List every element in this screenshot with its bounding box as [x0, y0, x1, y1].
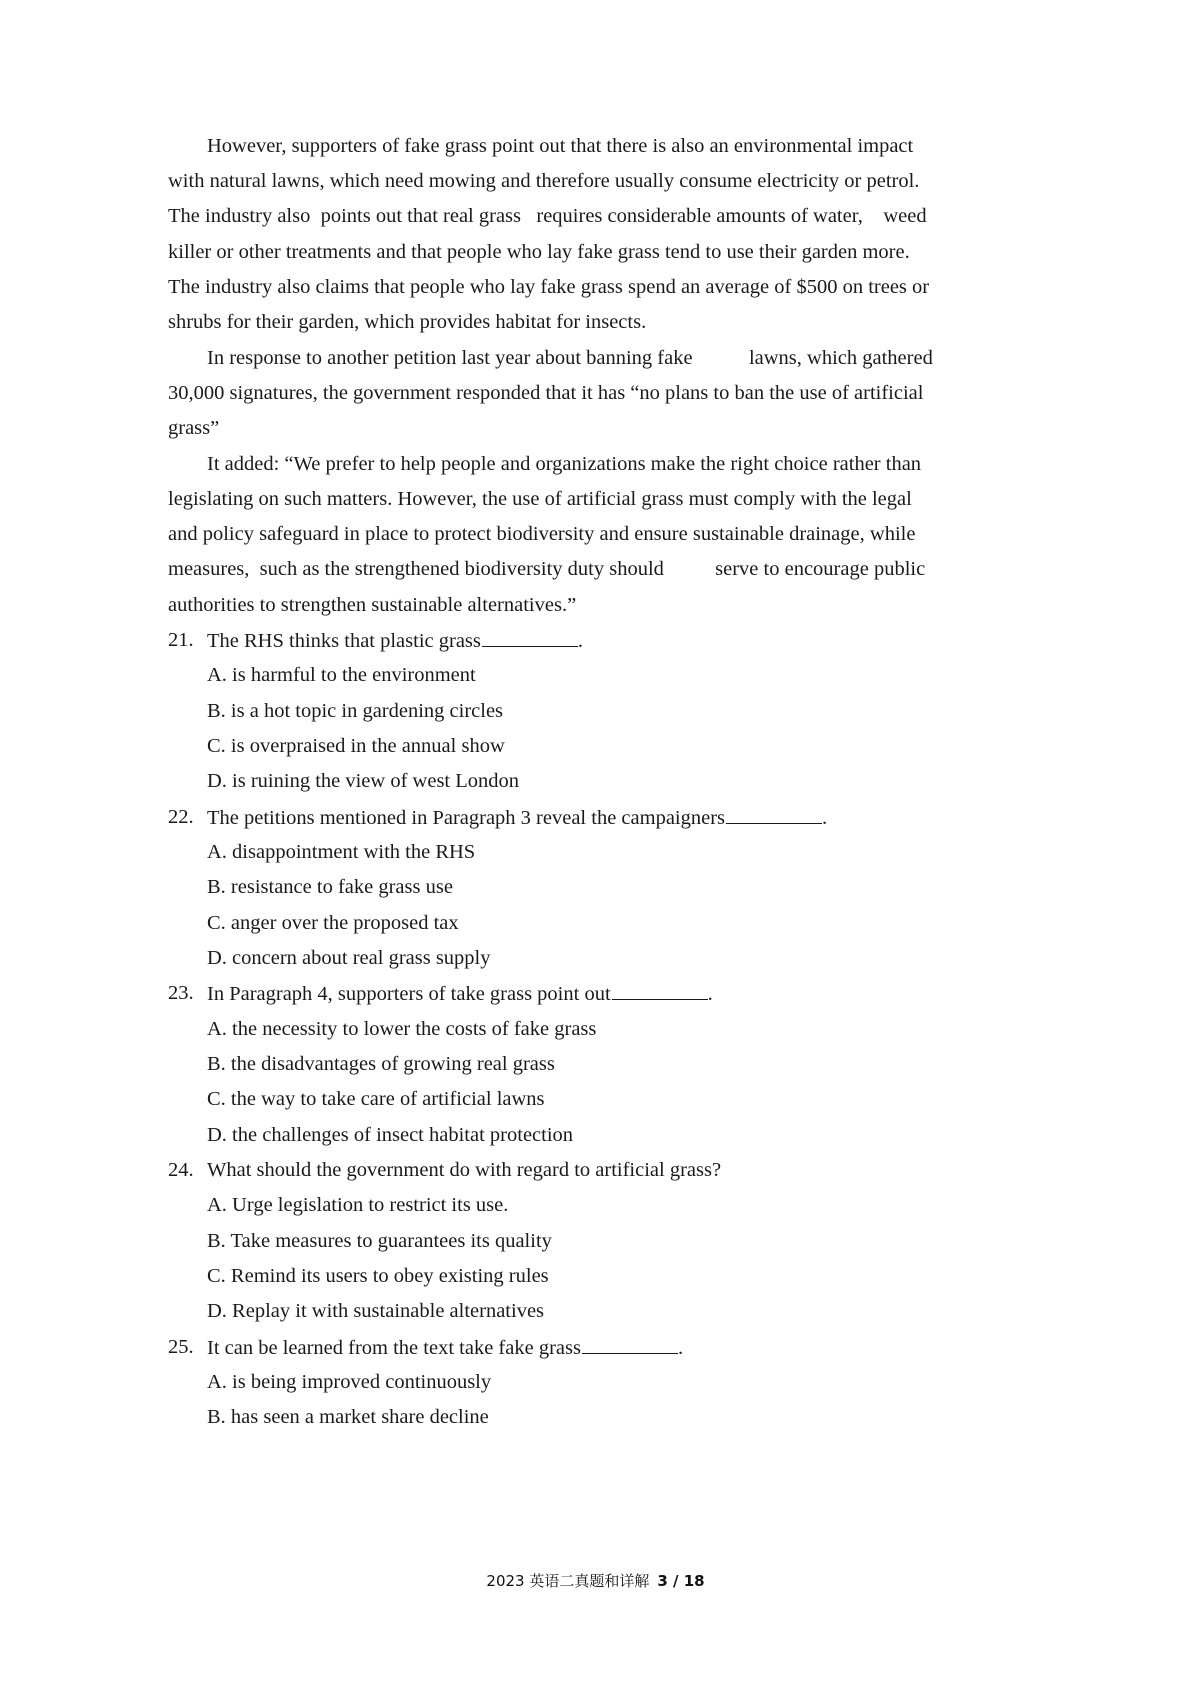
text-line: In response to another petition last year about banning fake lawns, which gathered — [207, 347, 933, 369]
text-line: shrubs for their garden, which provides habitat for insects. — [168, 311, 647, 333]
text-line: legislating on such matters. However, the use of artificial grass must comply with the legal — [168, 488, 912, 510]
option-d: D. is ruining the view of west London — [207, 770, 520, 792]
question-stem: In Paragraph 4, supporters of take grass point out . — [207, 983, 713, 1005]
document-title: 2023 英语二真题和详解 — [486, 1572, 650, 1590]
option-b: B. resistance to fake grass use — [207, 876, 453, 898]
text-line: The industry also points out that real grass requires considerable amounts of water, weed — [168, 205, 927, 227]
option-b: B. the disadvantages of growing real grass — [207, 1053, 555, 1075]
text-line: 30,000 signatures, the government responded that it has “no plans to ban the use of artificial — [168, 382, 924, 404]
question-stem: What should the government do with regard to artificial grass? — [207, 1159, 722, 1181]
question-stem: The petitions mentioned in Paragraph 3 reveal the campaigners . — [207, 807, 828, 829]
option-b: B. is a hot topic in gardening circles — [207, 700, 504, 722]
text-line: However, supporters of fake grass point out that there is also an environmental impact — [207, 135, 914, 157]
text-line: The industry also claims that people who lay fake grass spend an average of $500 on trees or — [168, 276, 930, 298]
text-line: grass” — [168, 417, 220, 439]
question-number: 23. — [168, 982, 194, 1004]
question-number: 22. — [168, 806, 194, 828]
text-line: and policy safeguard in place to protect biodiversity and ensure sustainable drainage, while — [168, 523, 916, 545]
text-line: measures, such as the strengthened biodiversity duty should serve to encourage public — [168, 558, 926, 580]
question-number: 25. — [168, 1336, 194, 1358]
answer-blank — [482, 628, 578, 647]
answer-blank — [582, 1335, 678, 1354]
question-number: 24. — [168, 1159, 194, 1181]
option-c: C. the way to take care of artificial lawns — [207, 1088, 545, 1110]
answer-blank — [612, 981, 708, 1000]
text-line: with natural lawns, which need mowing and therefore usually consume electricity or petrol. — [168, 170, 920, 192]
question-stem: The RHS thinks that plastic grass . — [207, 630, 584, 652]
option-d: D. Replay it with sustainable alternatives — [207, 1300, 545, 1322]
option-a: A. the necessity to lower the costs of fake grass — [207, 1018, 597, 1040]
text-line: authorities to strengthen sustainable alternatives.” — [168, 594, 577, 616]
option-c: C. is overpraised in the annual show — [207, 735, 505, 757]
option-c: C. Remind its users to obey existing rules — [207, 1265, 549, 1287]
answer-blank — [726, 805, 822, 824]
option-d: D. concern about real grass supply — [207, 947, 491, 969]
question-number: 21. — [168, 629, 194, 651]
text-line: killer or other treatments and that people who lay fake grass tend to use their garden more. — [168, 241, 910, 263]
page-number: 3 / 18 — [657, 1572, 705, 1590]
page-footer — [0, 1571, 1191, 1591]
option-c: C. anger over the proposed tax — [207, 912, 459, 934]
option-d: D. the challenges of insect habitat protection — [207, 1124, 574, 1146]
option-a: A. is being improved continuously — [207, 1371, 492, 1393]
option-b: B. has seen a market share decline — [207, 1406, 489, 1428]
question-stem: It can be learned from the text take fake grass . — [207, 1337, 684, 1359]
option-a: A. disappointment with the RHS — [207, 841, 476, 863]
text-line: It added: “We prefer to help people and organizations make the right choice rather than — [207, 453, 922, 475]
option-b: B. Take measures to guarantees its quality — [207, 1230, 552, 1252]
option-a: A. Urge legislation to restrict its use. — [207, 1194, 509, 1216]
option-a: A. is harmful to the environment — [207, 664, 476, 686]
